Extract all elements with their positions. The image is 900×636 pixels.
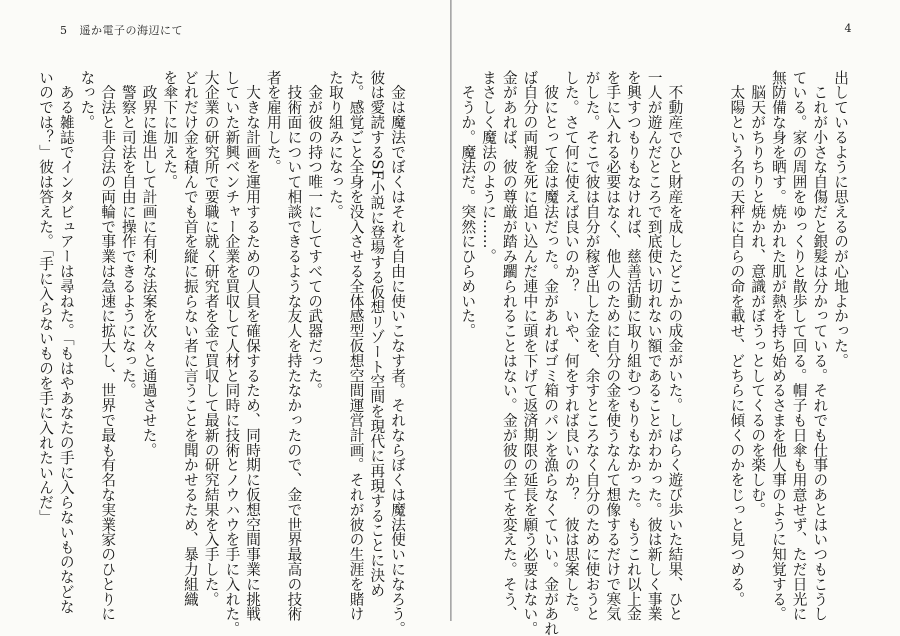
right-page bbox=[453, 0, 900, 636]
blank-line bbox=[705, 70, 726, 582]
text-line: 金があれば、彼の尊厳が踏み躙られることはない。金が彼の全てを変えた。そう、 bbox=[500, 70, 518, 622]
left-running-header bbox=[60, 22, 183, 38]
text-line: ば自分の両親を死に追い込んだ連中に頭を下げて返済期限の延長を願う必要はない。 bbox=[521, 70, 539, 636]
text-line: 一人が遊んだところで到底使い切れない額であることがわかった。彼は新しく事業 bbox=[645, 70, 663, 622]
text-line: 不動産でひと財産を成したどこかの成金がいた。しばらく遊び歩いた結果、ひと bbox=[666, 70, 684, 622]
right-running-header bbox=[845, 22, 853, 35]
text-line: ている。家の周囲をゆっくりと散歩して回る。帽子も日傘も用意せず、ただ日光に bbox=[790, 70, 808, 622]
text-line: 出しているように思えるのが心地よかった。 bbox=[832, 70, 849, 368]
text-line: 者を雇用した。 bbox=[264, 70, 282, 175]
text-line: を傘下に加えた。 bbox=[161, 70, 179, 190]
book-gutter bbox=[450, 0, 452, 621]
text-line: ある雑誌でインタビュアーは尋ねた。「もはやあなたの手に入らないものなどな bbox=[57, 70, 75, 614]
right-page-number: 4 bbox=[844, 22, 852, 35]
text-line: した。さて何に使えば良いのか？ いや、何をすれば良いのか？ 彼は思案した。 bbox=[562, 70, 580, 622]
text-line: 警察と司法を自由に操作できるようになった。 bbox=[119, 70, 137, 398]
text-line: 技術面について相談できるような友人を持たなかったので、金で世界最高の技術 bbox=[285, 70, 303, 622]
text-line: 大きな計画を運用するための人員を確保するため、同時期に仮想空間事業に挑戦 bbox=[244, 70, 262, 622]
text-line: 脳天がちりちりと焼かれ、意識がぼうっとしてくるのを楽しむ。 bbox=[749, 70, 767, 517]
text-line: 彼は愛読するSF小説に登場する仮想リゾート空間を現代に再現することに決め bbox=[368, 70, 386, 598]
text-line: がした。そこで彼は自分が稼ぎ出した金を、余すところなく自分のために使おうと bbox=[583, 70, 601, 622]
text-line: 大企業の研究所で要職に就く研究者を金で買収して最新の研究結果を入手した。 bbox=[202, 70, 220, 607]
text-line: していた新興ベンチャー企業を買収して人材と同時に技術とノウハウを手に入れた。 bbox=[223, 70, 241, 636]
text-line: を手に入れる必要はなく、他人のために自分の金を使うなんて想像するだけで寒気 bbox=[604, 70, 622, 622]
text-line: た取り組みになった。 bbox=[326, 70, 344, 219]
left-page-number: 5 bbox=[60, 24, 68, 37]
text-line: どれだけ金を積んでも首を縦に振らない者に言うことを聞かせるため、暴力組織 bbox=[181, 70, 199, 607]
text-line: を興すつもりもなければ、慈善活動に取り組むつもりもなかった。もうこれ以上金 bbox=[624, 70, 642, 622]
text-line: 金は魔法でぼくはそれを自由に使いこなす者。それならぼくは魔法使いになろう。 bbox=[389, 70, 406, 636]
text-line: た。感覚ごと全身を没入させる全体感型仮想空間運営計画。それが彼の生涯を賭け bbox=[347, 70, 365, 622]
text-line: 合法と非合法の両輪で事業は急速に拡大し、世界で最も有名な実業家のひとりに bbox=[99, 70, 117, 622]
text-line: 無防備な身を晒す。焼かれた肌が熱を持ち始めるさまを他人事のように知覚する。 bbox=[769, 70, 787, 622]
text-line: いのでは？」彼は答えた。「手に入らないものを手に入れたいんだ」 bbox=[37, 70, 55, 525]
blank-line bbox=[684, 70, 705, 582]
left-body-text bbox=[37, 70, 407, 636]
text-line: 彼にとって金は魔法だった。金があればゴミ箱のパンを漁らなくていい。金があれ bbox=[542, 70, 560, 636]
text-line: これが小さな自傷だと銀髪は分かっている。それでも仕事のあとはいつもこうし bbox=[811, 70, 829, 622]
text-line: 金が彼の持つ唯一にしてすべての武器だった。 bbox=[306, 70, 324, 398]
running-title: 遥か電子の海辺にて bbox=[79, 24, 183, 37]
right-body-text bbox=[459, 70, 850, 636]
text-line: 政界に進出して計画に有利な法案を次々と通過させた。 bbox=[140, 70, 158, 458]
text-line: そうか。魔法だ。突然にひらめいた。 bbox=[459, 70, 477, 339]
text-line: なった。 bbox=[78, 70, 96, 130]
text-line: 太陽という名の天秤に自らの命を載せ、どちらに傾くのかをじっと見つめる。 bbox=[728, 70, 746, 607]
text-line: まさしく魔法のように……。 bbox=[480, 70, 498, 264]
